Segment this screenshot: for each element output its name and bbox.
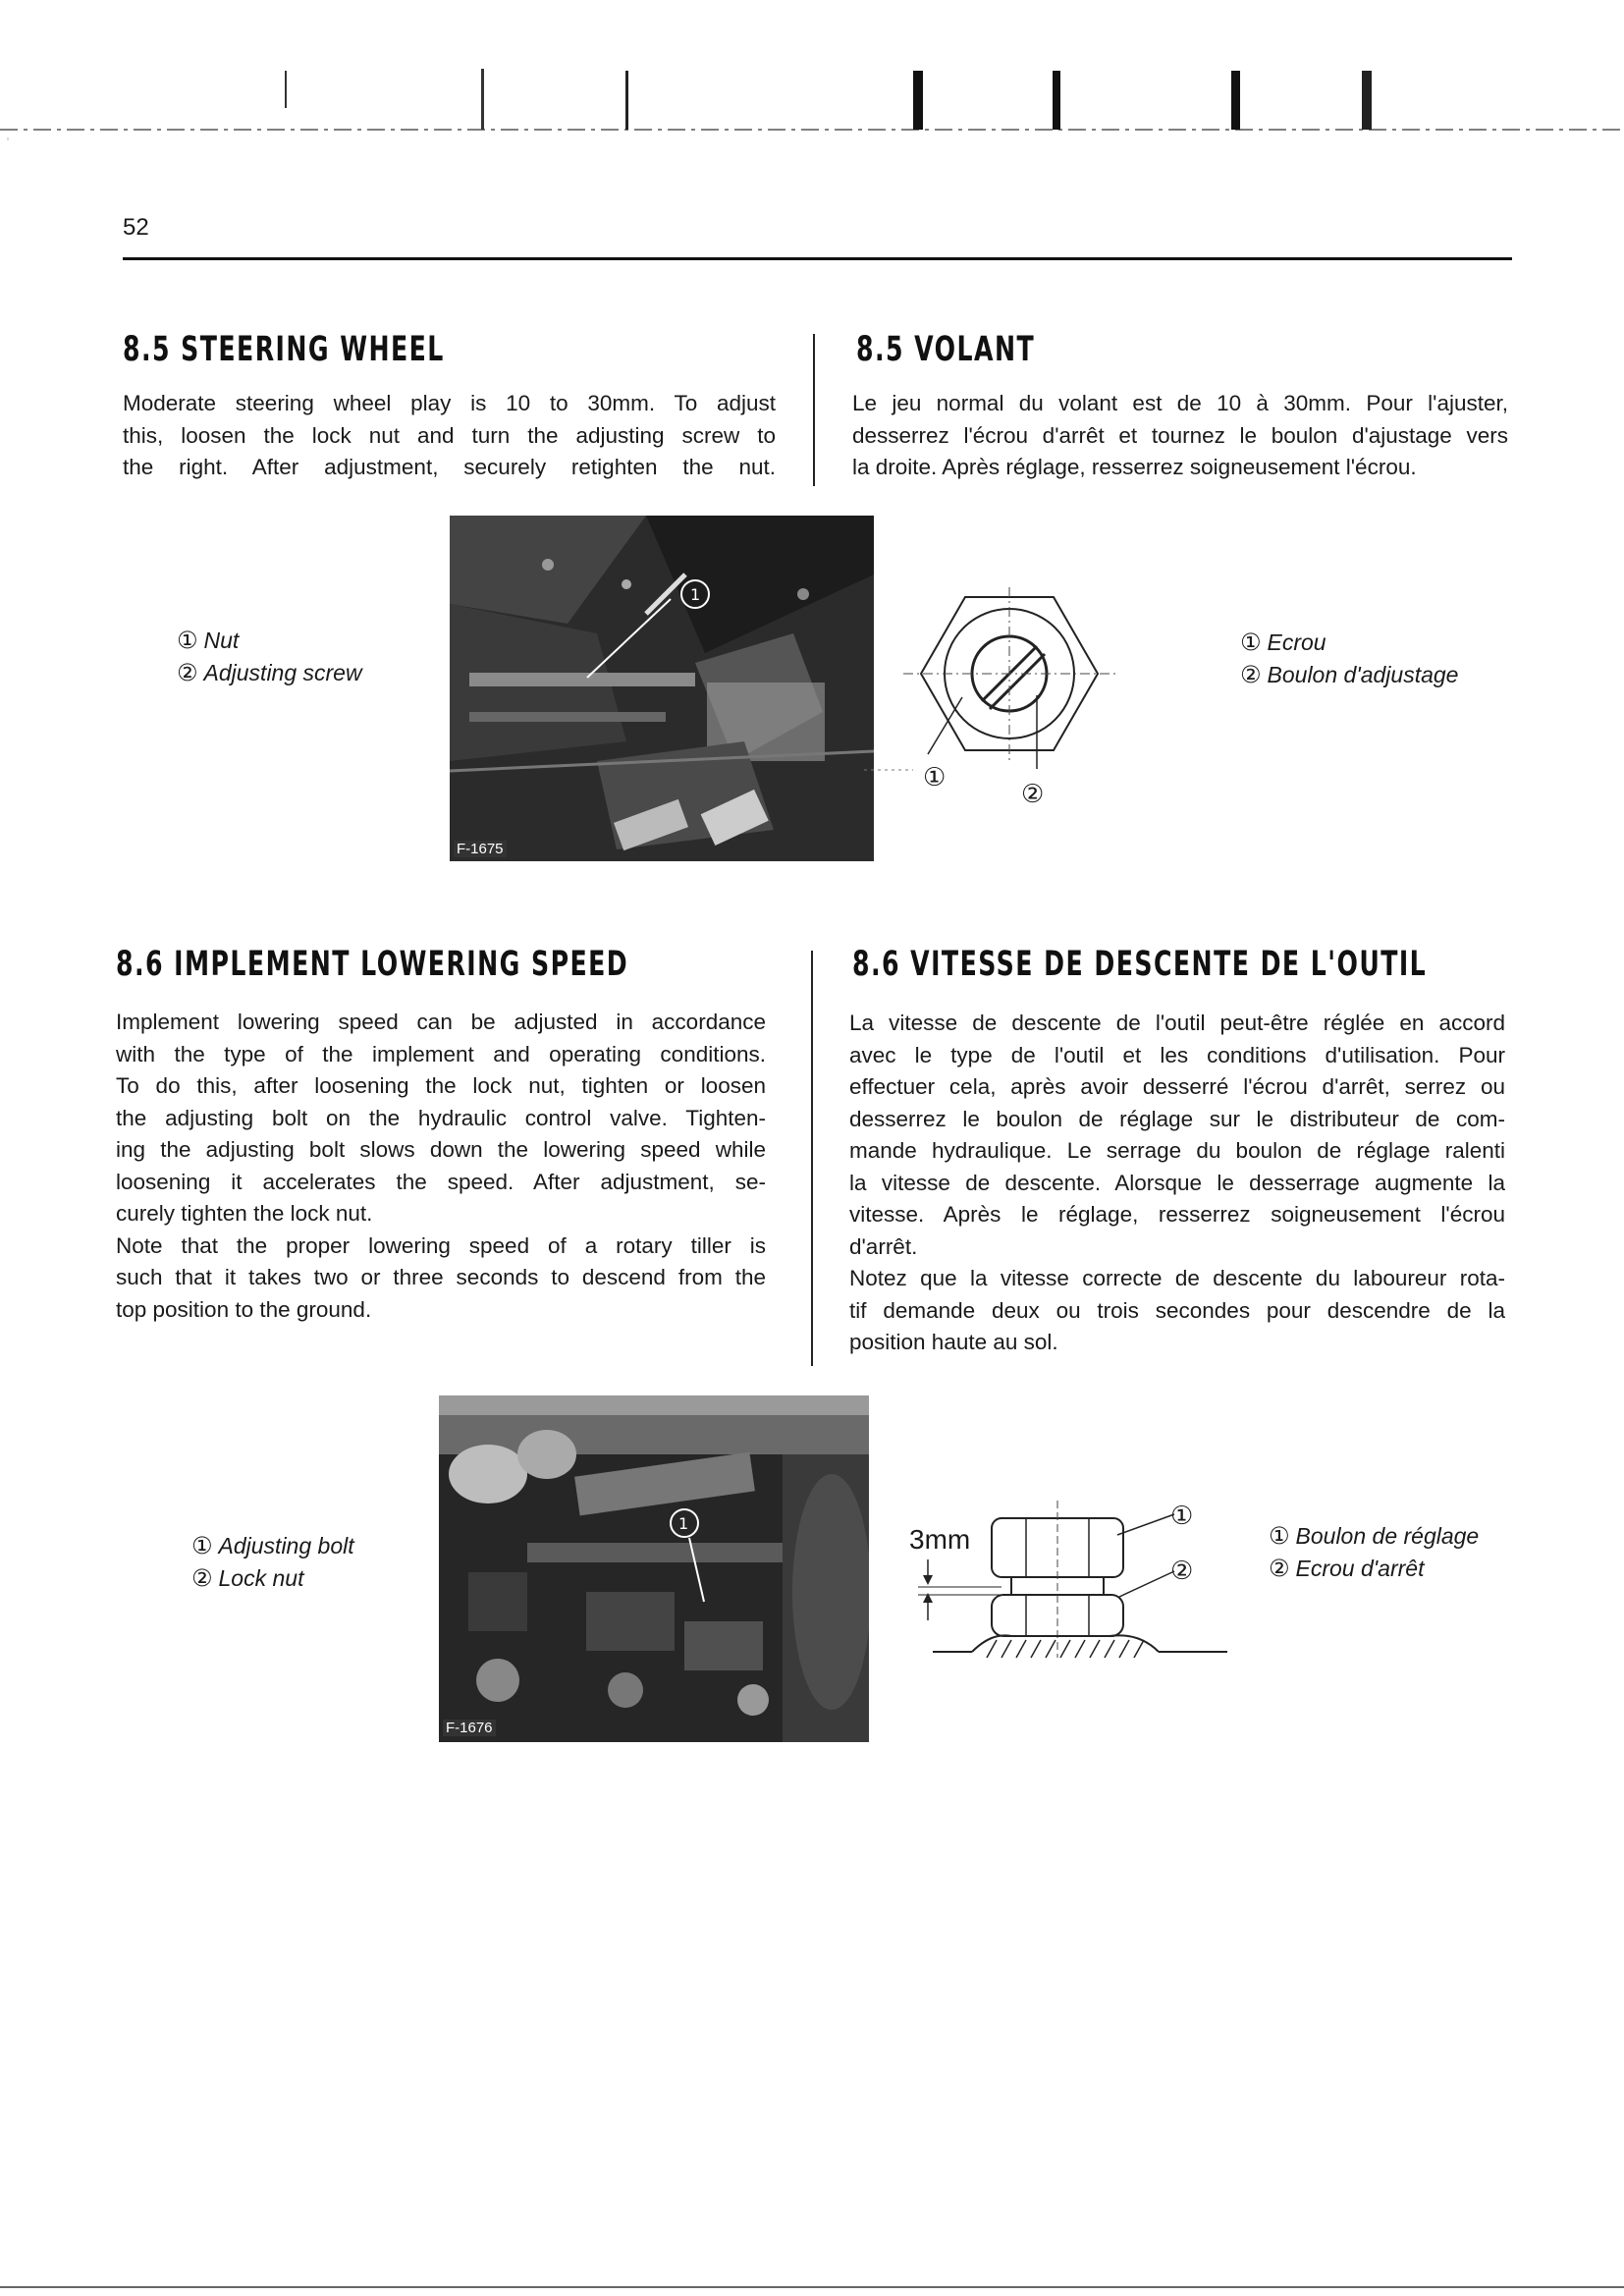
text-line: top position to the ground. [116,1296,372,1322]
hydraulic-valve-photo [439,1395,869,1742]
legend-item [191,1530,354,1562]
text-line: mande hydraulique. Le serrage du boulon de réglage ralenti [849,1138,1505,1163]
volant-body [852,388,1508,484]
legend-item [177,657,362,689]
legend-item [1269,1520,1479,1553]
lowering-legend-en [191,1530,354,1595]
section-title-volant: 8.5 VOLANT [856,330,1036,369]
photo-code: F-1676 [443,1720,496,1736]
steering-wheel-body [123,388,776,484]
legend-label: Lock nut [218,1565,304,1591]
legend-item [177,625,362,657]
page-number: 52 [123,214,149,241]
marker-1: ① [1170,1501,1194,1530]
vitesse-legend-fr [1269,1520,1479,1585]
text-line: the right. After adjustment, securely retighten the nut. [123,455,776,479]
text-line: tif demande deux ou trois secondes pour descendre de la [849,1297,1505,1323]
section-title-implement-lowering-speed: 8.6 IMPLEMENT LOWERING SPEED [116,945,629,984]
svg-text:1: 1 [690,585,701,604]
legend-label: Adjusting screw [203,660,362,685]
legend-item [1240,627,1458,659]
legend-item [191,1562,354,1595]
text-line: vitesse. Après le réglage, resserrez soigneusement l'écrou [849,1202,1505,1227]
marker-1: ① [177,628,198,654]
legend-label: Adjusting bolt [218,1533,354,1558]
text-line: La vitesse de descente de l'outil peut-être réglée en accord [849,1011,1505,1035]
legend-item [1269,1553,1479,1585]
marker-1: ① [923,762,947,792]
text-line: la vitesse de descente. Alorsque le desserrage augmente la [849,1170,1505,1195]
text-line: position haute au sol. [849,1330,1058,1354]
text-line: d'arrêt. [849,1233,918,1259]
photo-code: F-1675 [454,841,507,857]
text-line: Le jeu normal du volant est de 10 à 30mm. Pour l'ajuster, [852,391,1508,415]
text-line: Implement lowering speed can be adjusted in accordance [116,1010,766,1034]
text-line: loosening it accelerates the speed. After adjustment, se- [116,1169,766,1194]
text-line: la droite. Après réglage, resserrez soigneusement l'écrou. [852,455,1417,479]
column-divider [811,951,813,1366]
legend-label: Boulon d'adjustage [1267,662,1459,687]
lowering-speed-body [116,1007,766,1326]
marker-2: ② [1269,1556,1290,1582]
text-line: desserrez l'écrou d'arrêt et tournez le boulon d'ajustage vers [852,422,1508,448]
text-line: Note that the proper lowering speed of a rotary tiller is [116,1232,766,1258]
steering-photo [450,516,874,861]
header-rule [123,257,1512,260]
legend-label: Boulon de réglage [1295,1523,1480,1549]
marker-2: ② [177,660,198,686]
text-line: ing the adjusting bolt slows down the lowering speed while [116,1137,766,1162]
text-line: the adjusting bolt on the hydraulic control valve. Tighten- [116,1105,766,1130]
section-title-vitesse-de-descente: 8.6 VITESSE DE DESCENTE DE L'OUTIL [852,945,1428,984]
bolt-diagram [903,1501,1227,1672]
vitesse-descente-body [849,1008,1505,1359]
text-line: avec le type de l'outil et les conditions d'utilisation. Pour [849,1042,1505,1067]
legend-item [1240,659,1458,691]
legend-label: Ecrou d'arrêt [1295,1556,1425,1581]
svg-text:1: 1 [678,1514,689,1533]
volant-legend-fr [1240,627,1458,691]
text-line: Notez que la vitesse correcte de descente du laboureur rota- [849,1266,1505,1290]
text-line: desserrez le boulon de réglage sur le distributeur de com- [849,1106,1505,1131]
scan-bottom-edge [0,2286,1624,2288]
section-title-steering-wheel: 8.5 STEERING WHEEL [123,330,445,369]
marker-1: ① [191,1533,213,1559]
scan-top-edge [0,0,1624,147]
marker-1: ① [1269,1523,1290,1550]
text-line: effectuer cela, après avoir desserré l'écrou d'arrêt, serrez ou [849,1074,1505,1099]
steering-legend-en [177,625,362,689]
column-divider [813,334,815,486]
text-line: such that it takes two or three seconds to descend from the [116,1265,766,1289]
text-line: To do this, after loosening the lock nut, tighten or loosen [116,1073,766,1098]
text-line: with the type of the implement and operating conditions. [116,1041,766,1066]
marker-1: ① [1240,629,1262,656]
text-line: Moderate steering wheel play is 10 to 30mm. To adjust [123,391,776,415]
text-line: this, loosen the lock nut and turn the adjusting screw to [123,422,776,448]
nut-diagram [864,587,1159,823]
marker-2: ② [191,1565,213,1592]
text-line: curely tighten the lock nut. [116,1201,373,1226]
marker-2: ② [1240,662,1262,688]
legend-label: Ecrou [1267,629,1326,655]
marker-2: ② [1170,1556,1194,1585]
marker-2: ② [1021,779,1045,808]
legend-label: Nut [203,628,240,653]
dimension-label: 3mm [909,1524,971,1555]
